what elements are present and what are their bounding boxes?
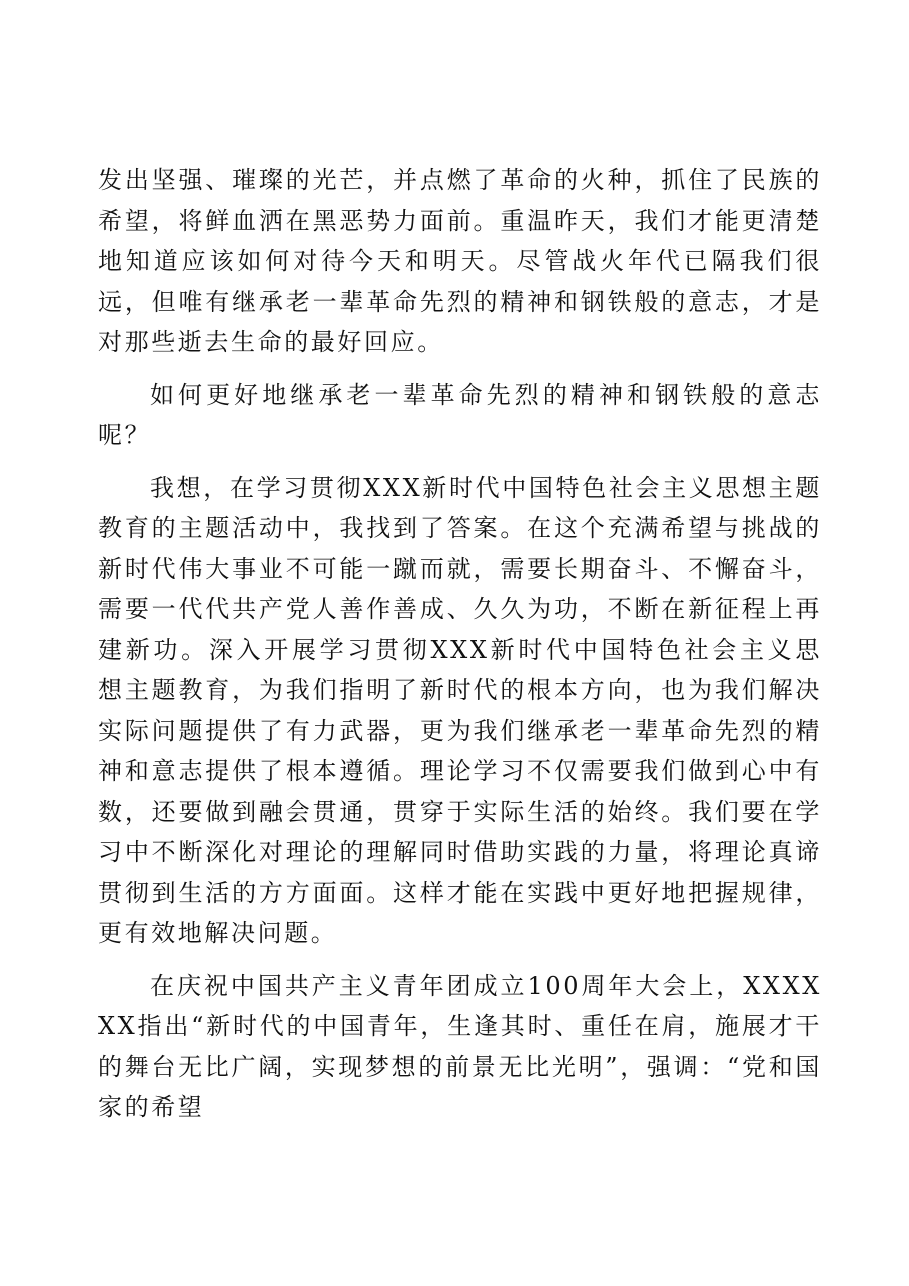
paragraph-2: 如何更好地继承老一辈革命先烈的精神和钢铁般的意志呢？ bbox=[98, 380, 822, 449]
document-body bbox=[98, 160, 822, 1140]
paragraph-3: 我想，在学习贯彻XXX新时代中国特色社会主义思想主题教育的主题活动中，我找到了答案。在这个充满希望与挑战的新时代伟大事业不可能一蹴而就，需要长期奋斗、不懈奋斗，需要一代代共产党人善作善成、久久为功，不断在新征程上再建新功。深入开展学习贯彻XXX新时代中国特色社会主义思想主题教育，为我们指明了新时代的根本方向，也为我们解决实际问题提供了有力武器，更为我们继承老一辈革命先烈的精神和意志提供了根本遵循。理论学习不仅需要我们做到心中有数，还要做到融会贯通，贯穿于实际生活的始终。我们要在学习中不断深化对理论的理解同时借助实践的力量，将理论真谛贯彻到生活的方方面面。这样才能在实践中更好地把握规律，更有效地解决问题。 bbox=[98, 473, 822, 947]
paragraph-1: 发出坚强、璀璨的光芒，并点燃了革命的火种，抓住了民族的希望，将鲜血洒在黑恶势力面前。重温昨天，我们才能更清楚地知道应该如何对待今天和明天。尽管战火年代已隔我们很远，但唯有继承老一辈革命先烈的精神和钢铁般的意志，才是对那些逝去生命的最好回应。 bbox=[98, 166, 822, 356]
paragraph-4: 在庆祝中国共产主义青年团成立100周年大会上，XXXXXX指出“新时代的中国青年，生逢其时、重任在肩，施展才干的舞台无比广阔，实现梦想的前景无比光明”，强调：“党和国家的希望 bbox=[98, 971, 822, 1121]
